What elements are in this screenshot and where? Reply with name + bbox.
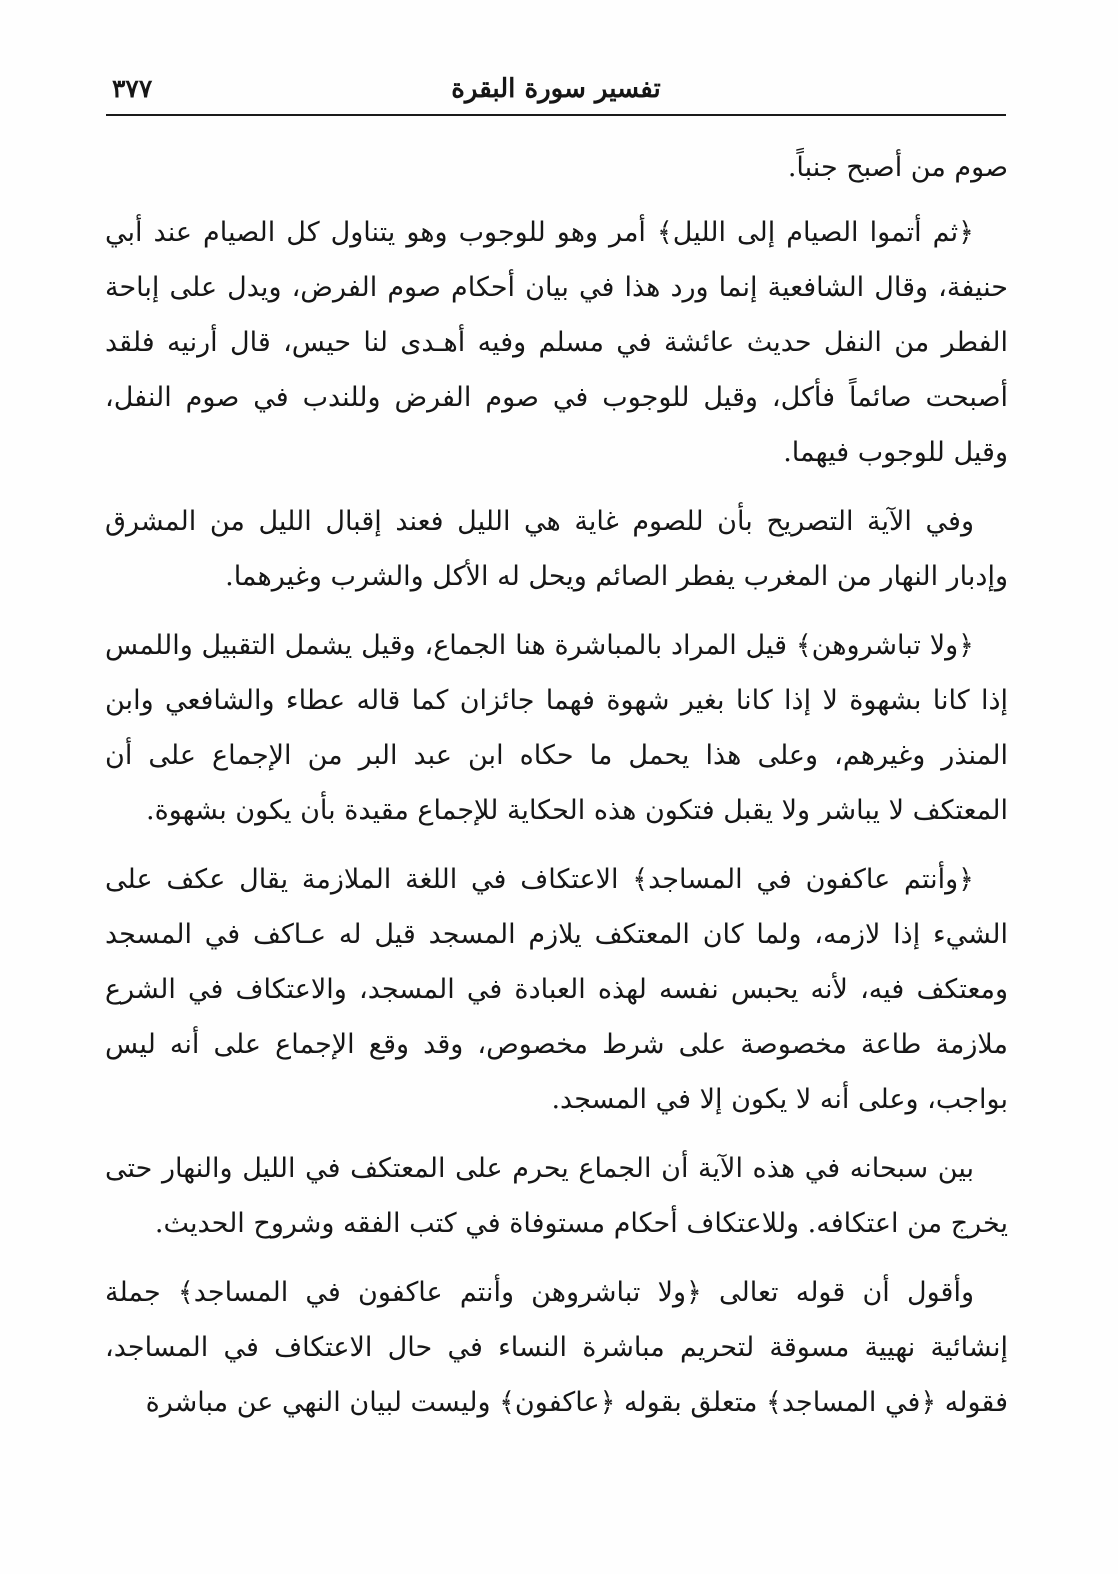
running-title: تفسير سورة البقرة [451, 74, 661, 104]
paragraph: ﴿وأنتم عاكفون في المساجد﴾ الاعتكاف في اللغة الملازمة يقال عكف على الشيء إذا لازمه، ولما كان المعتكف يلازم المسجد قيل له عـاكف في المسجد ومعتكف فيه، لأنه يحبس نفسه لهذه العبادة في المسجد، والاعتكاف في الشرع ملازمة طاعة مخصوصة على شرط مخصوص، وقد وقع الإجماع على أنه ليس بواجب، وعلى أنه لا يكون إلا في المسجد. [105, 864, 1008, 1115]
paragraph: بين سبحانه في هذه الآية أن الجماع يحرم على المعتكف في الليل والنهار حتى يخرج من اعتكافه. وللاعتكاف أحكام مستوفاة في كتب الفقه وشروح الحديث. [105, 1153, 1008, 1239]
paragraph: وأقول أن قوله تعالى ﴿ولا تباشروهن وأنتم عاكفون في المساجد﴾ جملة إنشائية نهيية مسوقة لتحريم مباشرة النساء في حال الاعتكاف في المساجد، فقوله ﴿في المساجد﴾ متعلق بقوله ﴿عاكفون﴾ وليست لبيان النهي عن مباشرة [105, 1277, 1008, 1418]
page-number: ٣٧٧ [112, 74, 153, 103]
body-text [105, 140, 1008, 1444]
paragraph: وفي الآية التصريح بأن للصوم غاية هي الليل فعند إقبال الليل من المشرق وإدبار النهار من المغرب يفطر الصائم ويحل له الأكل والشرب وغيرهما. [105, 506, 1008, 592]
paragraph: صوم من أصبح جنباً. [787, 152, 1008, 183]
paragraph: ﴿ولا تباشروهن﴾ قيل المراد بالمباشرة هنا الجماع، وقيل يشمل التقبيل واللمس إذا كانا بشهوة لا إذا كانا بغير شهوة فهما جائزان كما قاله عطاء والشافعي وابن المنذر وغيرهم، وعلى هذا يحمل ما حكاه ابن عبد البر من الإجماع على أن المعتكف لا يباشر ولا يقبل فتكون هذه الحكاية للإجماع مقيدة بأن يكون بشهوة. [105, 630, 1008, 826]
paragraph: ﴿ثم أتموا الصيام إلى الليل﴾ أمر وهو للوجوب وهو يتناول كل الصيام عند أبي حنيفة، وقال الشافعية إنما ورد هذا في بيان أحكام صوم الفرض، ويدل على إباحة الفطر من النفل حديث عائشة في مسلم وفيه أهـدى لنا حيس، قال أرنيه فلقد أصبحت صائماً فأكل، وقيل للوجوب في صوم الفرض وللندب في صوم النفل، وقيل للوجوب فيهما. [105, 217, 1008, 468]
running-header [106, 66, 1006, 116]
